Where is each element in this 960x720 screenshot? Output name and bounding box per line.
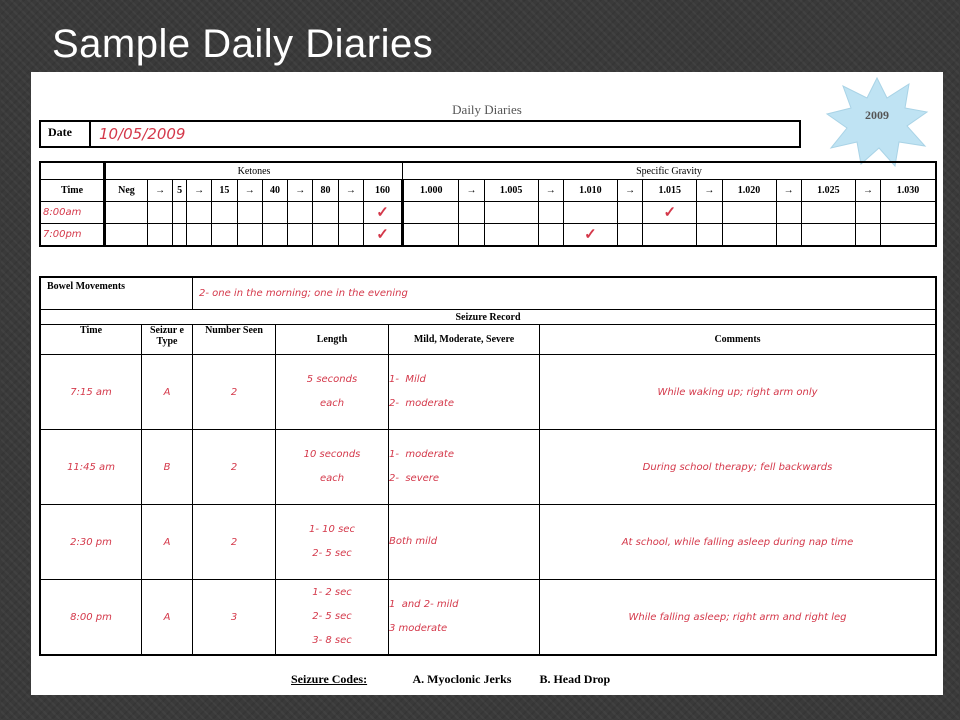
severity-line: 2- severe xyxy=(389,473,440,484)
grid-cell xyxy=(776,202,801,224)
grid-col-9: 80 xyxy=(313,180,338,202)
grid-cell xyxy=(643,202,697,224)
length-line: 3- 8 sec xyxy=(312,635,352,646)
grid-cell xyxy=(403,224,459,247)
grid-col-24: 1.030 xyxy=(881,180,936,202)
arrow-icon: → xyxy=(855,180,880,202)
seizure-comments: While falling asleep; right arm and right leg xyxy=(540,580,937,656)
seizure-type: A xyxy=(142,355,193,430)
date-row xyxy=(39,120,801,148)
grid-cell xyxy=(237,202,262,224)
grid-cell xyxy=(722,202,776,224)
grid-cell xyxy=(173,224,187,247)
slide-title: Sample Daily Diaries xyxy=(52,22,434,66)
grid-cell xyxy=(212,202,237,224)
code-a: A. Myoclonic Jerks xyxy=(412,672,512,686)
grid-cell xyxy=(186,202,211,224)
grid-col-18: 1.015 xyxy=(643,180,697,202)
arrow-icon: → xyxy=(538,180,563,202)
grid-cell xyxy=(288,202,313,224)
seizure-number: 2 xyxy=(193,505,276,580)
seizure-row xyxy=(40,580,936,656)
seizure-severity xyxy=(389,505,540,580)
length-line: 5 seconds xyxy=(306,374,358,385)
severity-line: 3 moderate xyxy=(389,623,448,634)
grid-cell xyxy=(105,224,148,247)
document-title: Daily Diaries xyxy=(452,102,522,117)
grid-cell xyxy=(855,224,880,247)
col-number: Number Seen xyxy=(193,325,276,355)
seizure-comments: During school therapy; fell backwards xyxy=(540,430,937,505)
seizure-severity xyxy=(389,355,540,430)
seizure-table xyxy=(39,276,937,656)
grid-corner xyxy=(40,162,105,180)
check-icon: ✓ xyxy=(376,227,389,243)
length-line: 1- 10 sec xyxy=(309,524,355,535)
arrow-icon: → xyxy=(459,180,484,202)
grid-cell xyxy=(643,224,697,247)
grid-cell xyxy=(484,202,538,224)
arrow-icon: → xyxy=(186,180,211,202)
arrow-icon: → xyxy=(697,180,722,202)
seizure-time: 8:00 pm xyxy=(40,580,142,656)
grid-cell xyxy=(338,224,363,247)
grid-col-5: 15 xyxy=(212,180,237,202)
seizure-length xyxy=(276,580,389,656)
ketone-gravity-grid xyxy=(39,161,937,247)
seizure-type: A xyxy=(142,580,193,656)
grid-cell xyxy=(563,224,617,247)
codes-label: Seizure Codes: xyxy=(291,672,368,686)
grid-col-3: 5 xyxy=(173,180,187,202)
grid-cell xyxy=(288,224,313,247)
seizure-number: 2 xyxy=(193,355,276,430)
badge-year: 2009 xyxy=(865,108,889,122)
seizure-severity xyxy=(389,430,540,505)
col-type: Seizur e Type xyxy=(142,325,193,355)
severity-line: 1 and 2- mild xyxy=(389,599,459,610)
length-line: 1- 2 sec xyxy=(312,587,352,598)
check-icon: ✓ xyxy=(376,205,389,221)
length-line: 2- 5 sec xyxy=(312,611,352,622)
col-time: Time xyxy=(40,325,142,355)
grid-cell xyxy=(881,202,936,224)
grid-cell xyxy=(363,202,402,224)
grid-cell xyxy=(262,224,287,247)
seizure-row xyxy=(40,355,936,430)
grid-cell xyxy=(801,224,855,247)
check-icon: ✓ xyxy=(663,205,677,221)
grid-row-time: 8:00am xyxy=(40,202,105,224)
grid-cell xyxy=(484,224,538,247)
arrow-icon: → xyxy=(776,180,801,202)
grid-col-1: Neg xyxy=(105,180,148,202)
diary-sheet xyxy=(31,72,943,695)
grid-row xyxy=(40,224,936,247)
grid-cell xyxy=(403,202,459,224)
grid-cell xyxy=(801,202,855,224)
grid-cell xyxy=(617,224,642,247)
grid-cell xyxy=(459,224,484,247)
grid-col-16: 1.010 xyxy=(563,180,617,202)
severity-line: 1- moderate xyxy=(389,449,454,460)
grid-cell xyxy=(363,224,402,247)
grid-row-time: 7:00pm xyxy=(40,224,105,247)
seizure-codes xyxy=(291,672,610,687)
grid-cell xyxy=(538,202,563,224)
severity-line: 2- moderate xyxy=(389,398,454,409)
grid-cell xyxy=(186,224,211,247)
severity-line: Both mild xyxy=(389,536,438,547)
seizure-number: 3 xyxy=(193,580,276,656)
grid-cell xyxy=(538,224,563,247)
grid-cell xyxy=(313,224,338,247)
check-icon: ✓ xyxy=(584,227,597,243)
grid-cell xyxy=(212,224,237,247)
grid-cell xyxy=(722,224,776,247)
grid-col-22: 1.025 xyxy=(801,180,855,202)
grid-col-14: 1.005 xyxy=(484,180,538,202)
grid-col-11: 160 xyxy=(363,180,402,202)
grid-cell xyxy=(173,202,187,224)
length-line: 2- 5 sec xyxy=(312,548,352,559)
arrow-icon: → xyxy=(147,180,172,202)
date-label: Date xyxy=(41,122,91,146)
seizure-type: A xyxy=(142,505,193,580)
seizure-severity xyxy=(389,580,540,656)
grid-cell xyxy=(147,202,172,224)
length-line: each xyxy=(319,473,345,484)
grid-cell xyxy=(563,202,617,224)
seizure-length xyxy=(276,355,389,430)
severity-line: 1- Mild xyxy=(389,374,426,385)
grid-cell xyxy=(338,202,363,224)
grid-cell xyxy=(697,224,722,247)
gravity-header: Specific Gravity xyxy=(403,162,936,180)
seizure-comments: While waking up; right arm only xyxy=(540,355,937,430)
grid-cell xyxy=(459,202,484,224)
grid-col-12: 1.000 xyxy=(403,180,459,202)
grid-cell xyxy=(855,202,880,224)
seizure-time: 11:45 am xyxy=(40,430,142,505)
length-line: 10 seconds xyxy=(303,449,361,460)
grid-cell xyxy=(313,202,338,224)
seizure-comments: At school, while falling asleep during nap time xyxy=(540,505,937,580)
bowel-label: Bowel Movements xyxy=(40,277,193,310)
grid-cell xyxy=(881,224,936,247)
ketones-header: Ketones xyxy=(105,162,403,180)
arrow-icon: → xyxy=(288,180,313,202)
grid-cell xyxy=(237,224,262,247)
grid-row xyxy=(40,202,936,224)
length-line: each xyxy=(319,398,345,409)
date-value: 10/05/2009 xyxy=(99,125,186,143)
grid-col-7: 40 xyxy=(262,180,287,202)
arrow-icon: → xyxy=(338,180,363,202)
seizure-length xyxy=(276,430,389,505)
col-severity: Mild, Moderate, Severe xyxy=(389,325,540,355)
arrow-icon: → xyxy=(237,180,262,202)
grid-cell xyxy=(617,202,642,224)
seizure-number: 2 xyxy=(193,430,276,505)
grid-cell xyxy=(776,224,801,247)
grid-cell xyxy=(147,224,172,247)
arrow-icon: → xyxy=(617,180,642,202)
grid-column-headers xyxy=(40,180,936,202)
seizure-type: B xyxy=(142,430,193,505)
seizure-time: 2:30 pm xyxy=(40,505,142,580)
col-length: Length xyxy=(276,325,389,355)
seizure-row xyxy=(40,505,936,580)
grid-cell xyxy=(262,202,287,224)
grid-cell xyxy=(697,202,722,224)
grid-col-20: 1.020 xyxy=(722,180,776,202)
seizure-time: 7:15 am xyxy=(40,355,142,430)
grid-cell xyxy=(105,202,148,224)
code-b: B. Head Drop xyxy=(539,672,611,686)
bowel-value: 2- one in the morning; one in the evening xyxy=(193,277,937,310)
grid-col-0: Time xyxy=(40,180,105,202)
seizure-row xyxy=(40,430,936,505)
seizure-length xyxy=(276,505,389,580)
seizure-record-header: Seizure Record xyxy=(40,310,936,325)
col-comments: Comments xyxy=(540,325,937,355)
